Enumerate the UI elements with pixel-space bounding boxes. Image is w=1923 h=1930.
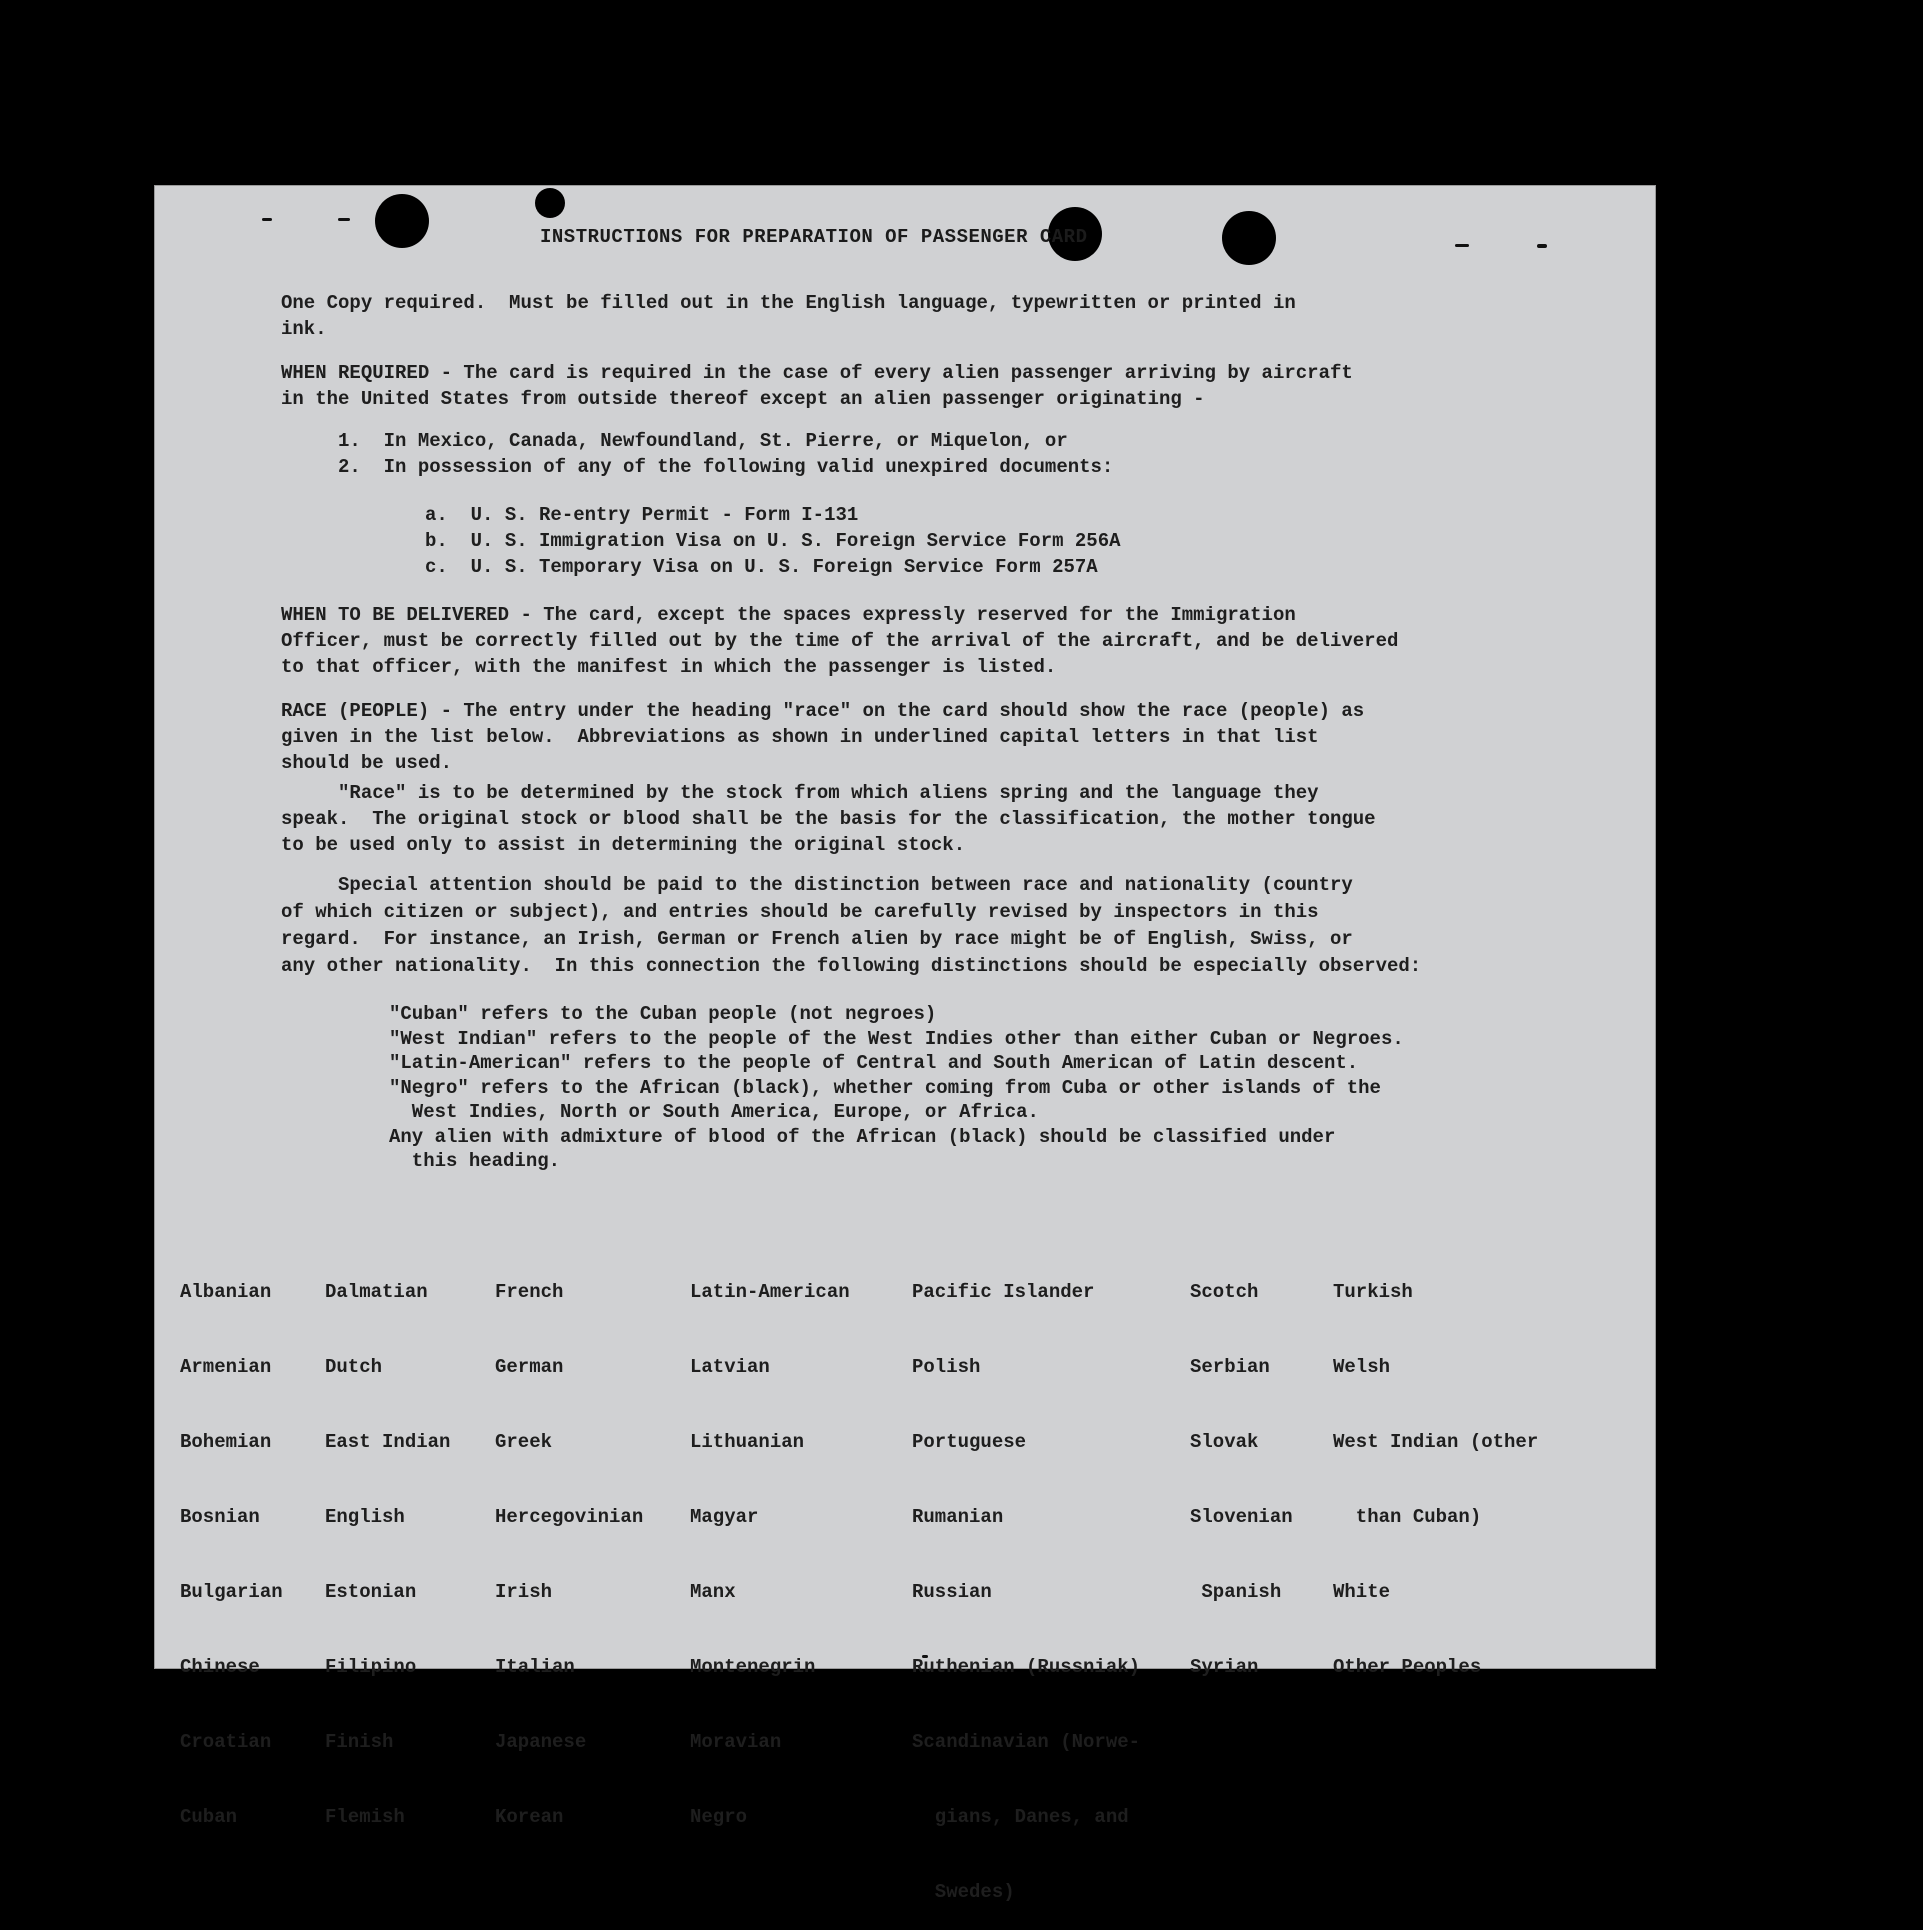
race-column xyxy=(690,1230,850,1855)
race-item: Slovenian xyxy=(1190,1506,1293,1528)
intro-paragraph: One Copy required. Must be filled out in the English language, typewritten or printed in ink. xyxy=(281,292,1296,340)
race-item: Albanian xyxy=(180,1281,272,1303)
race-item: Serbian xyxy=(1190,1356,1270,1378)
race-item: Flemish xyxy=(325,1806,405,1828)
document-title: INSTRUCTIONS FOR PREPARATION OF PASSENGER CARD xyxy=(540,226,1088,248)
when-delivered-paragraph: WHEN TO BE DELIVERED - The card, except the spaces expressly reserved for the Immigration Officer, must be correctly filled out by the time of the arrival of the aircraft, and be delivered to that officer, with the manifest in which the passenger is listed. xyxy=(281,604,1399,678)
race-item: Bohemian xyxy=(180,1431,272,1453)
race-column xyxy=(912,1230,1140,1930)
race-item: Bulgarian xyxy=(180,1581,283,1603)
race-item: Croatian xyxy=(180,1731,272,1753)
race-item: Rumanian xyxy=(912,1506,1004,1528)
race-item: Japanese xyxy=(495,1731,587,1753)
distinctions-list: "Cuban" refers to the Cuban people (not negroes) "West Indian" refers to the people of the West Indies other than either Cuban or Negroes. "Latin-American" refers to the people of Central and South American of Latin descent. "Negro" refers to the African (black), whether coming from Cuba or other islands of the West Indies, North or South America, Europe, or Africa. Any alien with admixture of blood of the African (black) should be classified under this heading. xyxy=(389,1003,1404,1172)
race-item: Portuguese xyxy=(912,1431,1027,1453)
race-item: Dalmatian xyxy=(325,1281,428,1303)
race-column xyxy=(1190,1230,1293,1705)
race-item: Polish xyxy=(912,1356,981,1378)
race-item: Negro xyxy=(690,1806,748,1828)
race-item: White xyxy=(1333,1581,1391,1603)
race-item: Ruthenian (Russniak) xyxy=(912,1656,1141,1678)
race-item: Latvian xyxy=(690,1356,770,1378)
race-item: Russian xyxy=(912,1581,992,1603)
speck xyxy=(338,218,350,221)
race-item: Chinese xyxy=(180,1656,260,1678)
race-item: Estonian xyxy=(325,1581,417,1603)
race-item: Bosnian xyxy=(180,1506,260,1528)
race-item: Filipino xyxy=(325,1656,417,1678)
race-item: Finish xyxy=(325,1731,394,1753)
punch-hole xyxy=(1222,211,1276,265)
documents-list: a. U. S. Re-entry Permit - Form I-131 b. U. S. Immigration Visa on U. S. Foreign Service Form 256A c. U. S. Temporary Visa on U. S. Foreign Service Form 257A xyxy=(425,504,1121,578)
race-item: Greek xyxy=(495,1431,553,1453)
race-column xyxy=(1333,1230,1538,1705)
race-heading-paragraph: RACE (PEOPLE) - The entry under the heading "race" on the card should show the race (people) as given in the list below. Abbreviations as shown in underlined capital letters in that list should be used. xyxy=(281,700,1365,774)
race-item: Dutch xyxy=(325,1356,383,1378)
race-item: Irish xyxy=(495,1581,553,1603)
speck xyxy=(262,218,272,221)
race-item: Welsh xyxy=(1333,1356,1391,1378)
race-item: Hercegovinian xyxy=(495,1506,644,1528)
race-item: Magyar xyxy=(690,1506,759,1528)
race-item: Swedes) xyxy=(912,1881,1015,1903)
race-item: Cuban xyxy=(180,1806,238,1828)
race-item: Latin-American xyxy=(690,1281,850,1303)
race-item: West Indian (other xyxy=(1333,1431,1539,1453)
race-item: Armenian xyxy=(180,1356,272,1378)
race-column xyxy=(495,1230,643,1855)
special-attention-paragraph: Special attention should be paid to the distinction between race and nationality (country of which citizen or subject), and entries should be carefully revised by inspectors in this regard. For instance, an Irish, German or French alien by race might be of English, Swiss, or any other nationality. In this connection the following distinctions should be especially observed: xyxy=(281,874,1422,977)
race-item: Slovak xyxy=(1190,1431,1259,1453)
speck xyxy=(1537,244,1547,248)
race-item: Turkish xyxy=(1333,1281,1413,1303)
race-column xyxy=(180,1230,283,1855)
when-required-paragraph: WHEN REQUIRED - The card is required in the case of every alien passenger arriving by aircraft in the United States from outside thereof except an alien passenger originating - xyxy=(281,362,1353,410)
race-item: Moravian xyxy=(690,1731,782,1753)
race-item: Spanish xyxy=(1190,1581,1282,1603)
speck xyxy=(1455,244,1469,247)
exceptions-list: 1. In Mexico, Canada, Newfoundland, St. Pierre, or Miquelon, or 2. In possession of any of the following valid unexpired documents: xyxy=(338,430,1114,478)
punch-hole xyxy=(535,188,565,218)
race-item: French xyxy=(495,1281,564,1303)
race-item: Syrian xyxy=(1190,1656,1259,1678)
race-item: Pacific Islander xyxy=(912,1281,1095,1303)
race-item: German xyxy=(495,1356,564,1378)
race-item: Manx xyxy=(690,1581,736,1603)
race-item: Korean xyxy=(495,1806,564,1828)
race-item: English xyxy=(325,1506,405,1528)
race-item: than Cuban) xyxy=(1333,1506,1482,1528)
race-item: Lithuanian xyxy=(690,1431,805,1453)
race-item: Other Peoples xyxy=(1333,1656,1482,1678)
race-item: Scandinavian (Norwe- xyxy=(912,1731,1141,1753)
race-item: Scotch xyxy=(1190,1281,1259,1303)
race-item: Montenegrin xyxy=(690,1656,816,1678)
race-item: Italian xyxy=(495,1656,575,1678)
race-column xyxy=(325,1230,450,1855)
race-definition-paragraph: "Race" is to be determined by the stock from which aliens spring and the language they speak. The original stock or blood shall be the basis for the classification, the mother tongue to be used only to assist in determining the original stock. xyxy=(281,782,1376,856)
punch-hole xyxy=(375,194,429,248)
race-item: East Indian xyxy=(325,1431,451,1453)
race-item: gians, Danes, and xyxy=(912,1806,1129,1828)
